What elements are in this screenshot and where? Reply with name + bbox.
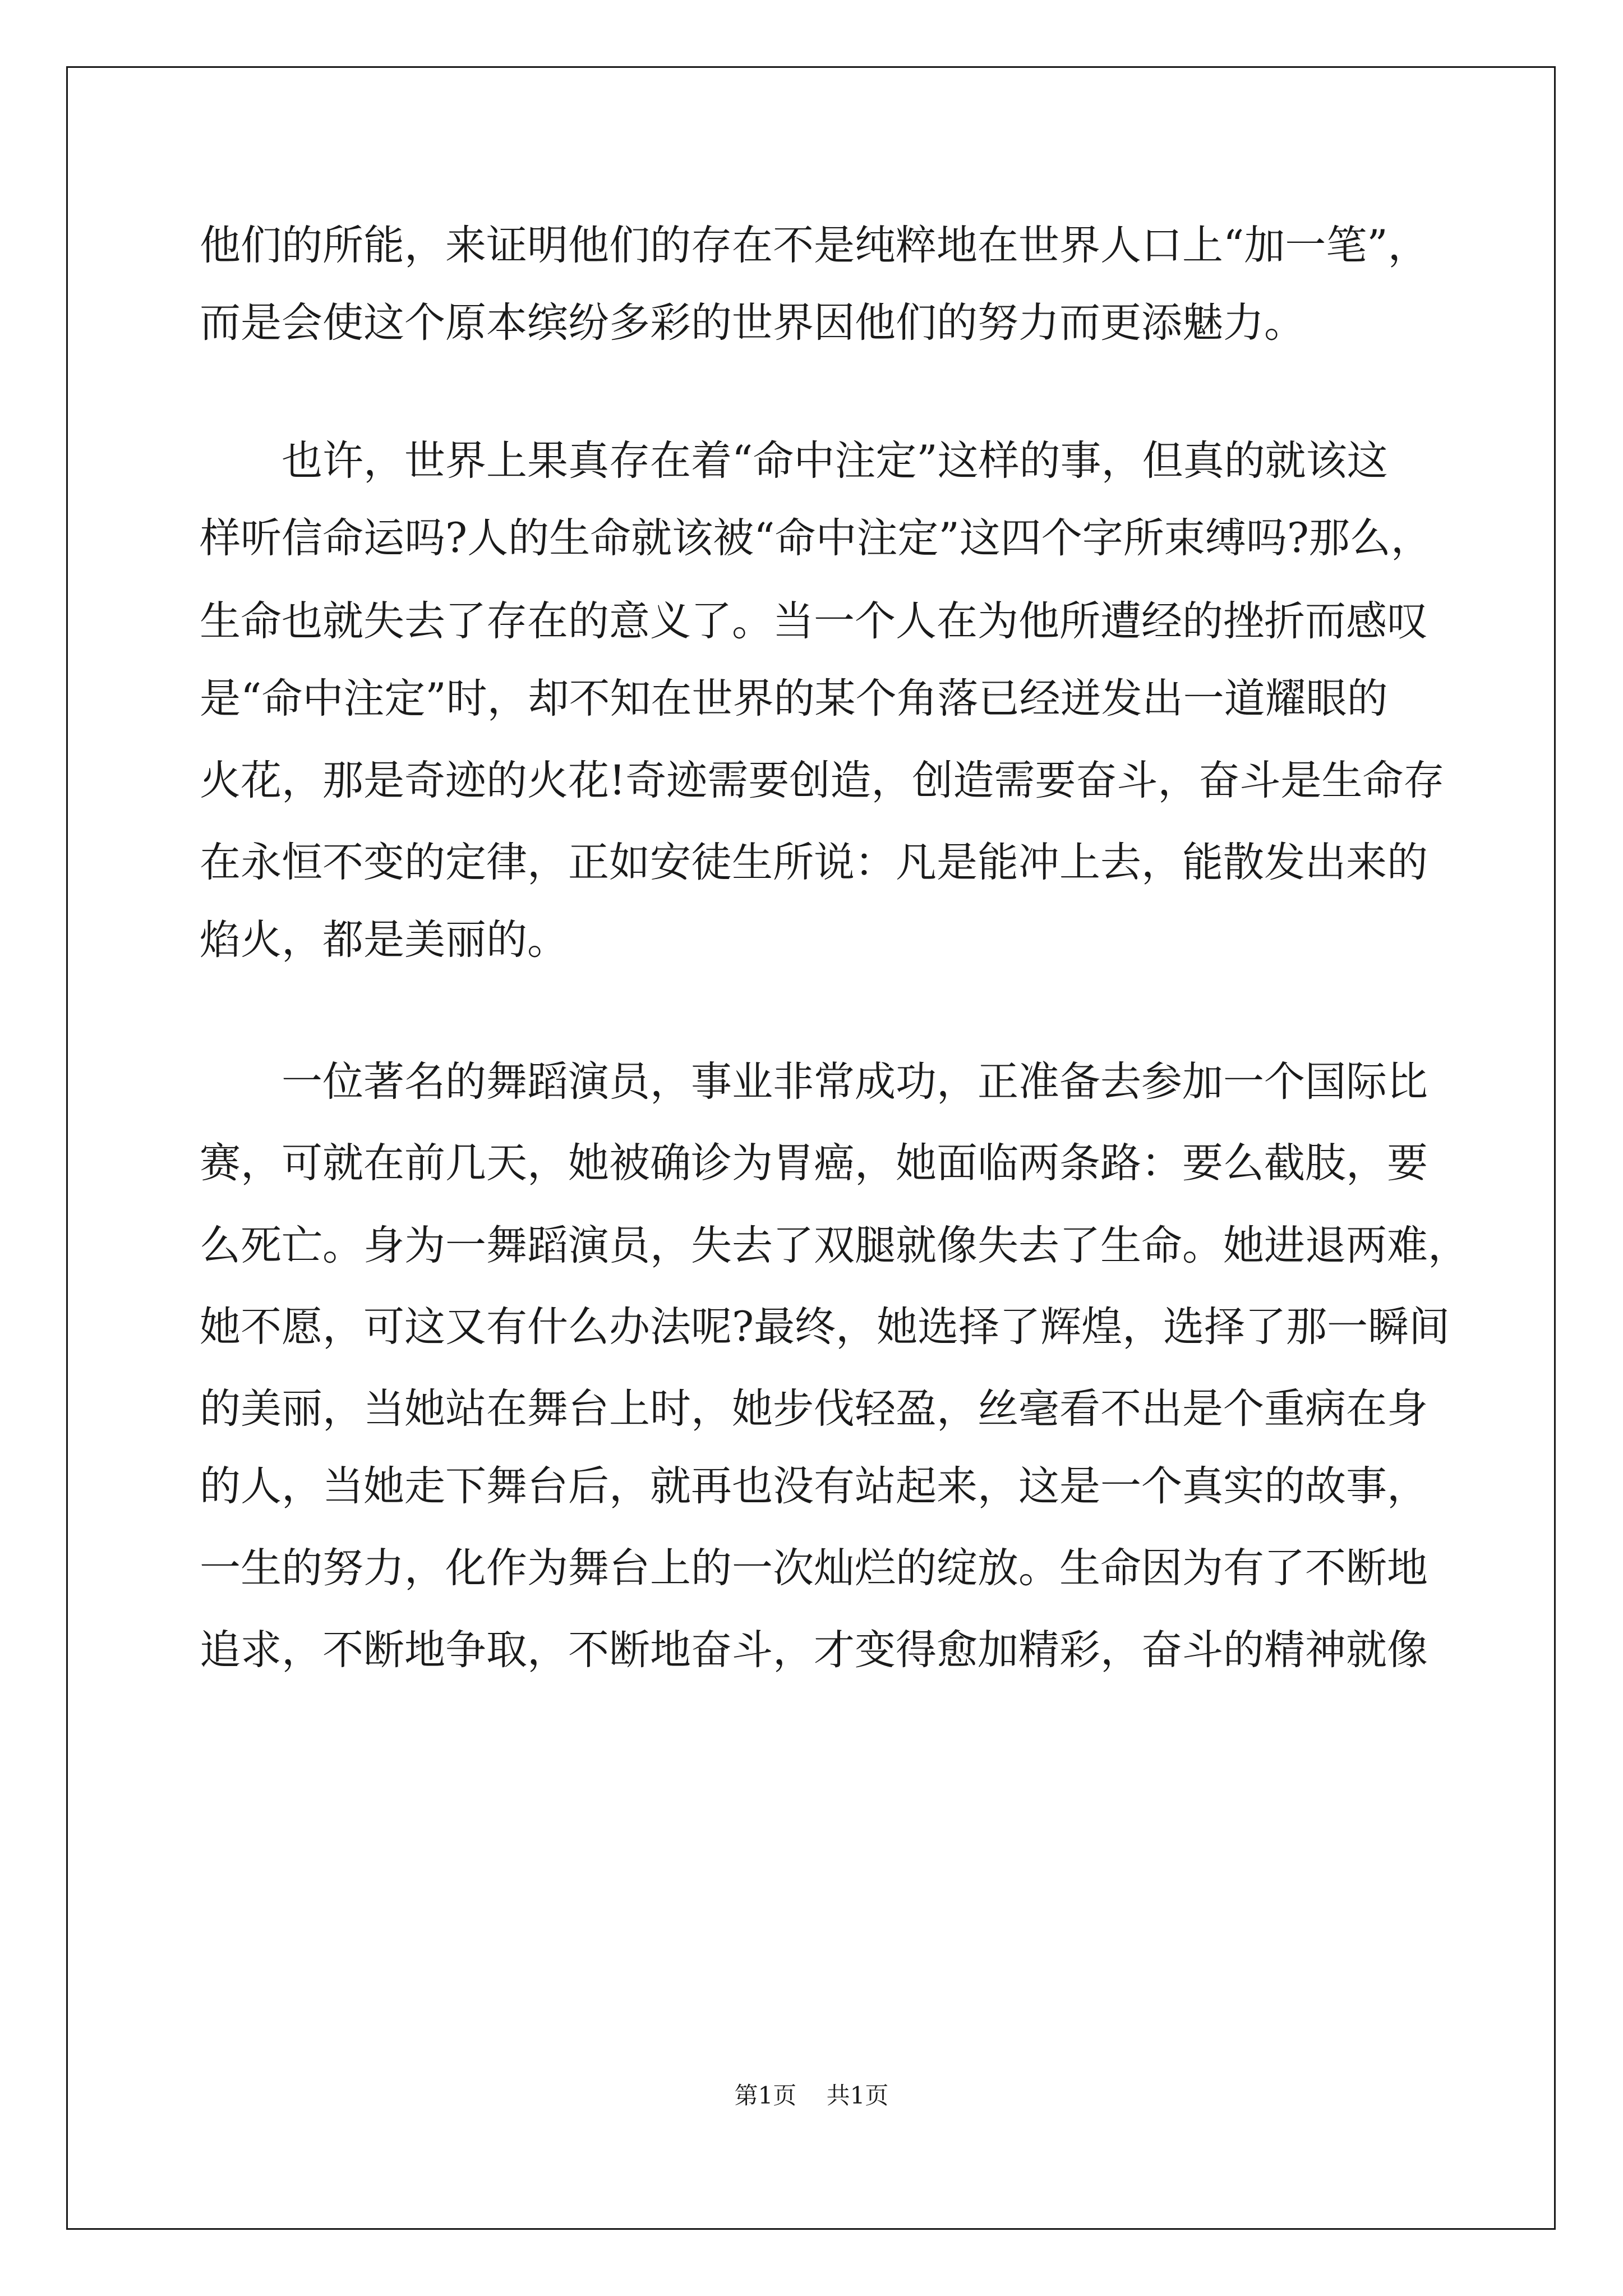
- paragraph-line: 焰火，都是美丽的。: [200, 916, 568, 964]
- paragraph-line: 是“命中注定”时，却不知在世界的某个角落已经迸发出一道耀眼的: [200, 675, 1388, 723]
- paragraph-line: 她不愿，可这又有什么办法呢?最终，她选择了辉煌，选择了那一瞬间: [200, 1303, 1450, 1351]
- paragraph-line: 他们的所能，来证明他们的存在不是纯粹地在世界人口上“加一笔”，: [200, 222, 1429, 269]
- paragraph-line: 生命也就失去了存在的意义了。当一个人在为他所遭经的挫折而感叹: [200, 597, 1428, 645]
- paragraph-line: 一位著名的舞蹈演员，事业非常成功，正准备去参加一个国际比: [282, 1058, 1428, 1106]
- page-number-current: 第1页: [734, 2082, 797, 2109]
- paragraph-line: 的人，当她走下舞台后，就再也没有站起来，这是一个真实的故事，: [200, 1462, 1428, 1510]
- paragraph-line: 火花，那是奇迹的火花!奇迹需要创造，创造需要奋斗，奋斗是生命存: [200, 757, 1445, 804]
- paragraph-line: 样听信命运吗?人的生命就该被“命中注定”这四个字所束缚吗?那么，: [200, 514, 1432, 562]
- paragraph-line: 一生的努力，化作为舞台上的一次灿烂的绽放。生命因为有了不断地: [200, 1544, 1428, 1592]
- page-footer: [0, 2079, 1623, 2113]
- paragraph-line: 么死亡。身为一舞蹈演员，失去了双腿就像失去了生命。她进退两难，: [200, 1222, 1469, 1269]
- paragraph-line: 赛，可就在前几天，她被确诊为胃癌，她面临两条路：要么截肢，要: [200, 1139, 1428, 1187]
- paragraph-line: 也许，世界上果真存在着“命中注定”这样的事，但真的就该这: [282, 437, 1388, 485]
- paragraph-line: 而是会使这个原本缤纷多彩的世界因他们的努力而更添魅力。: [200, 299, 1305, 347]
- paragraph-line: 在永恒不变的定律，正如安徒生所说：凡是能冲上去，能散发出来的: [200, 839, 1428, 886]
- paragraph-line: 追求，不断地争取，不断地奋斗，才变得愈加精彩，奋斗的精神就像: [200, 1626, 1428, 1674]
- paragraph-line: 的美丽，当她站在舞台上时，她步伐轻盈，丝毫看不出是个重病在身: [200, 1385, 1428, 1433]
- page-number-total: 共1页: [826, 2082, 889, 2109]
